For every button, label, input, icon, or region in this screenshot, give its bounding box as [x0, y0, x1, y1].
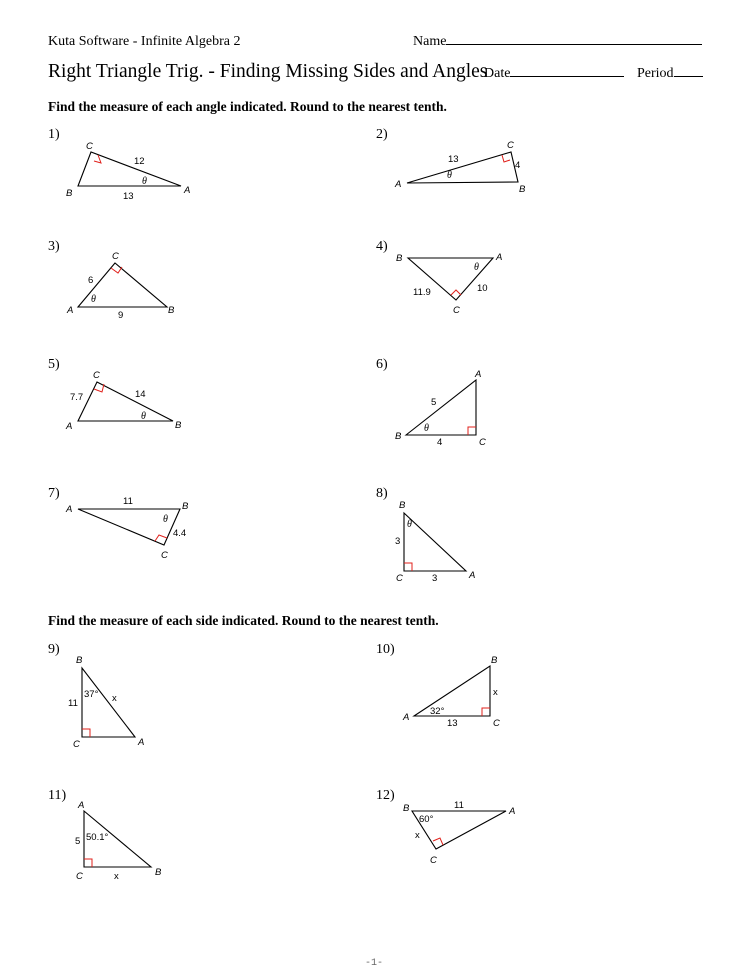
triangle-1: [78, 152, 181, 186]
p9-side-label: x: [112, 693, 117, 704]
p6-angle-label: θ: [424, 423, 429, 434]
problem-1-number: 1): [48, 127, 60, 142]
problem-12-number: 12): [376, 788, 395, 803]
p10-vertex-c: C: [493, 718, 500, 729]
p2-vertex-a: A: [395, 179, 402, 190]
p8-vertex-c: C: [396, 573, 403, 584]
right-angle-marker-8: [404, 563, 412, 571]
p11-side-label: x: [114, 871, 119, 882]
right-angle-marker-4: [451, 290, 461, 295]
p2-side-label: 13: [448, 154, 459, 165]
date-label: Date: [484, 66, 511, 81]
p2-angle-label: θ: [447, 170, 452, 181]
p9-vertex-a: A: [138, 737, 145, 748]
section-1-instruction: Find the measure of each angle indicated. Round to the nearest tenth.: [48, 99, 447, 114]
p2-side-label: 4: [515, 160, 521, 171]
p3-side-label: 6: [88, 275, 94, 286]
p5-vertex-c: C: [93, 370, 100, 381]
p10-side-label: 13: [447, 718, 458, 729]
right-angle-marker-7: [155, 535, 167, 541]
p4-vertex-a: A: [496, 252, 503, 263]
p7-vertex-a: A: [66, 504, 73, 515]
problem-4-number: 4): [376, 239, 388, 254]
p1-side-label: 12: [134, 156, 145, 167]
triangle-6: [406, 380, 476, 435]
p8-side-label: 3: [432, 573, 438, 584]
section-2-instruction: Find the measure of each side indicated. Round to the nearest tenth.: [48, 613, 439, 628]
p3-side-label: 9: [118, 310, 124, 321]
worksheet-title: Right Triangle Trig. - Finding Missing Sides and Angles: [48, 61, 488, 82]
right-angle-marker-1: [94, 155, 101, 163]
p4-angle-label: θ: [474, 262, 479, 273]
p12-vertex-b: B: [403, 803, 410, 814]
triangle-8: [404, 513, 466, 571]
p1-vertex-c: C: [86, 141, 93, 152]
right-angle-marker-11: [84, 859, 92, 867]
p1-vertex-b: B: [66, 188, 73, 199]
name-label: Name: [413, 34, 447, 49]
p7-side-label: 11: [123, 496, 133, 507]
p6-side-label: 5: [431, 397, 437, 408]
p7-angle-label: θ: [163, 514, 168, 525]
p5-side-label: 7.7: [70, 392, 84, 403]
problem-2-number: 2): [376, 127, 388, 142]
problem-11-number: 11): [48, 788, 67, 803]
p4-vertex-b: B: [396, 253, 403, 264]
p8-vertex-a: A: [469, 570, 476, 581]
triangle-5: [78, 382, 173, 421]
p3-vertex-c: C: [112, 251, 119, 262]
p6-vertex-c: C: [479, 437, 486, 448]
p11-vertex-b: B: [155, 867, 162, 878]
p1-angle-label: θ: [142, 176, 147, 187]
p5-vertex-a: A: [66, 421, 73, 432]
p7-vertex-b: B: [182, 501, 189, 512]
p12-side-label: 11: [454, 800, 464, 811]
problem-5-number: 5): [48, 357, 60, 372]
right-angle-marker-12: [433, 838, 443, 845]
p9-vertex-c: C: [73, 739, 80, 750]
right-angle-marker-2: [502, 155, 510, 162]
p5-angle-label: θ: [141, 411, 146, 422]
p7-side-label: 4.4: [173, 528, 187, 539]
p10-vertex-b: B: [491, 655, 498, 666]
p11-vertex-a: A: [78, 800, 85, 811]
p3-vertex-b: B: [168, 305, 175, 316]
problem-8-number: 8): [376, 486, 388, 501]
p11-side-label: 5: [75, 836, 81, 847]
p12-vertex-c: C: [430, 855, 437, 866]
p8-vertex-b: B: [399, 500, 406, 511]
p6-vertex-a: A: [475, 369, 482, 380]
p4-side-label: 10: [477, 283, 488, 294]
p5-side-label: 14: [135, 389, 146, 400]
triangle-2: [407, 152, 521, 183]
p10-side-label: x: [493, 687, 498, 698]
publisher-text: Kuta Software - Infinite Algebra 2: [48, 34, 241, 49]
p9-vertex-b: B: [76, 655, 83, 666]
right-angle-marker-10: [482, 708, 490, 716]
problem-3-number: 3): [48, 239, 60, 254]
problem-6-number: 6): [376, 357, 388, 372]
p11-angle-label: 50.1°: [86, 832, 109, 843]
p2-vertex-c: C: [507, 140, 514, 151]
triangle-10: [414, 666, 490, 716]
p9-angle-label: 37°: [84, 689, 99, 700]
p7-vertex-c: C: [161, 550, 168, 561]
p12-vertex-a: A: [509, 806, 516, 817]
p8-side-label: 3: [395, 536, 401, 547]
p1-vertex-a: A: [184, 185, 191, 196]
p10-angle-label: 32°: [430, 706, 445, 717]
p3-vertex-a: A: [67, 305, 74, 316]
p10-vertex-a: A: [403, 712, 410, 723]
problem-9-number: 9): [48, 642, 60, 657]
period-label: Period: [637, 66, 674, 81]
problem-7-number: 7): [48, 486, 60, 501]
p12-angle-label: 60°: [419, 814, 434, 825]
p3-angle-label: θ: [91, 294, 96, 305]
triangle-9: [82, 668, 135, 737]
right-angle-marker-6: [468, 427, 476, 435]
p9-side-label: 11: [68, 698, 78, 709]
p4-vertex-c: C: [453, 305, 460, 316]
p1-side-label: 13: [123, 191, 134, 202]
p8-angle-label: θ: [407, 519, 412, 530]
p4-side-label: 11.9: [413, 287, 431, 298]
p6-vertex-b: B: [395, 431, 402, 442]
p2-vertex-b: B: [519, 184, 526, 195]
page-number: -1-: [365, 958, 384, 969]
p6-side-label: 4: [437, 437, 443, 448]
p5-vertex-b: B: [175, 420, 182, 431]
right-angle-marker-9: [82, 729, 90, 737]
p12-side-label: x: [415, 830, 420, 841]
problem-10-number: 10): [376, 642, 395, 657]
p11-vertex-c: C: [76, 871, 83, 882]
